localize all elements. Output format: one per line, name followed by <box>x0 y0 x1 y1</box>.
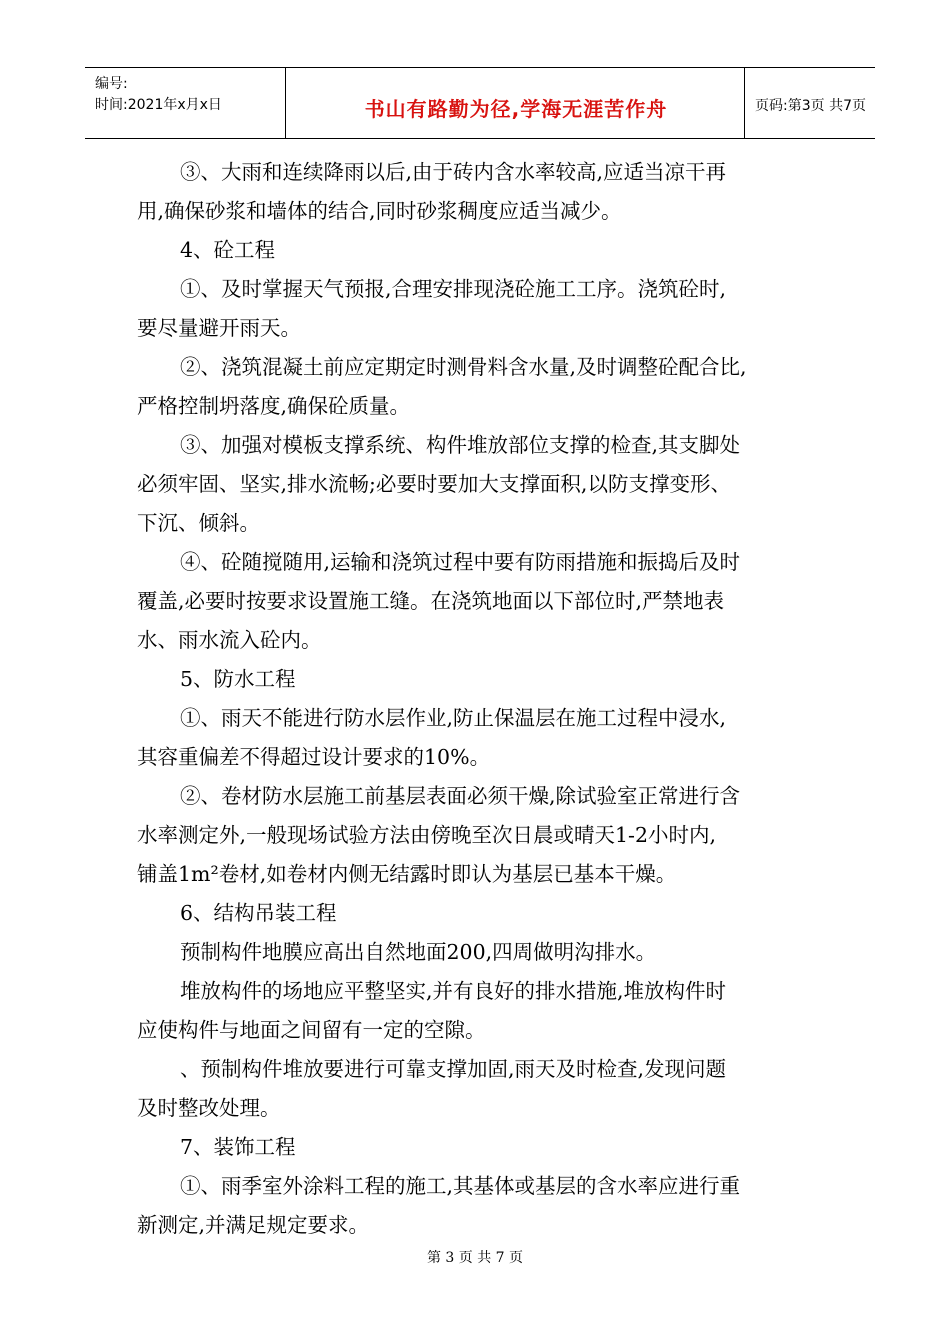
paragraph-line: ①、雨季室外涂料工程的施工,其基体或基层的含水率应进行重 <box>180 1174 741 1198</box>
paragraph-line: 新测定,并满足规定要求。 <box>137 1213 370 1237</box>
paragraph-line: 其容重偏差不得超过设计要求的10%。 <box>137 745 491 769</box>
paragraph-line: 用,确保砂浆和墙体的结合,同时砂浆稠度应适当减少。 <box>137 199 622 223</box>
section-heading: 5、防水工程 <box>180 667 296 691</box>
paragraph-line: 、预制构件堆放要进行可靠支撑加固,雨天及时检查,发现问题 <box>180 1057 727 1081</box>
paragraph-line: 覆盖,必要时按要求设置施工缝。在浇筑地面以下部位时,严禁地表 <box>137 589 725 613</box>
section-heading: 4、砼工程 <box>180 238 276 262</box>
paragraph-line: 必须牢固、坚实,排水流畅;必要时要加大支撑面积,以防支撑变形、 <box>137 472 731 496</box>
paragraph-line: 下沉、倾斜。 <box>137 511 260 535</box>
section-heading: 7、装饰工程 <box>180 1135 296 1159</box>
paragraph-line: 严格控制坍落度,确保砼质量。 <box>137 394 411 418</box>
header-page-cell <box>745 68 875 138</box>
section-heading: 6、结构吊装工程 <box>180 901 337 925</box>
paragraph-line: 堆放构件的场地应平整坚实,并有良好的排水措施,堆放构件时 <box>180 979 727 1003</box>
paragraph-line: 及时整改处理。 <box>137 1096 281 1120</box>
document-time-label: 时间:2021年x月x日 <box>95 97 222 113</box>
paragraph-line: 铺盖1m²卷材,如卷材内侧无结露时即认为基层已基本干燥。 <box>137 862 677 886</box>
paragraph-line: 要尽量避开雨天。 <box>137 316 301 340</box>
paragraph-line: 预制构件地膜应高出自然地面200,四周做明沟排水。 <box>180 940 657 964</box>
page-footer-number: 第 3 页 共 7 页 <box>426 1250 524 1266</box>
paragraph-line: ②、卷材防水层施工前基层表面必须干燥,除试验室正常进行含 <box>180 784 741 808</box>
paragraph-line: ③、大雨和连续降雨以后,由于砖内含水率较高,应适当凉干再 <box>180 160 727 184</box>
paragraph-line: 应使构件与地面之间留有一定的空隙。 <box>137 1018 486 1042</box>
paragraph-line: ①、及时掌握天气预报,合理安排现浇砼施工工序。浇筑砼时, <box>180 277 727 301</box>
paragraph-line: ③、加强对模板支撑系统、构件堆放部位支撑的检查,其支脚处 <box>180 433 741 457</box>
header-motto: 书山有路勤为径,学海无涯苦作舟 <box>364 97 668 121</box>
header-page-label: 页码:第3页 共7页 <box>755 98 866 114</box>
paragraph-line: ②、浇筑混凝土前应定期定时测骨料含水量,及时调整砼配合比, <box>180 355 747 379</box>
paragraph-line: 水率测定外,一般现场试验方法由傍晚至次日晨或晴天1-2小时内, <box>137 823 717 847</box>
paragraph-line: 水、雨水流入砼内。 <box>137 628 322 652</box>
header-meta-cell <box>85 68 285 138</box>
page-header <box>85 67 875 139</box>
header-motto-cell <box>285 68 745 138</box>
paragraph-line: ④、砼随搅随用,运输和浇筑过程中要有防雨措施和振捣后及时 <box>180 550 741 574</box>
paragraph-line: ①、雨天不能进行防水层作业,防止保温层在施工过程中浸水, <box>180 706 727 730</box>
document-number-label: 编号: <box>95 76 128 92</box>
